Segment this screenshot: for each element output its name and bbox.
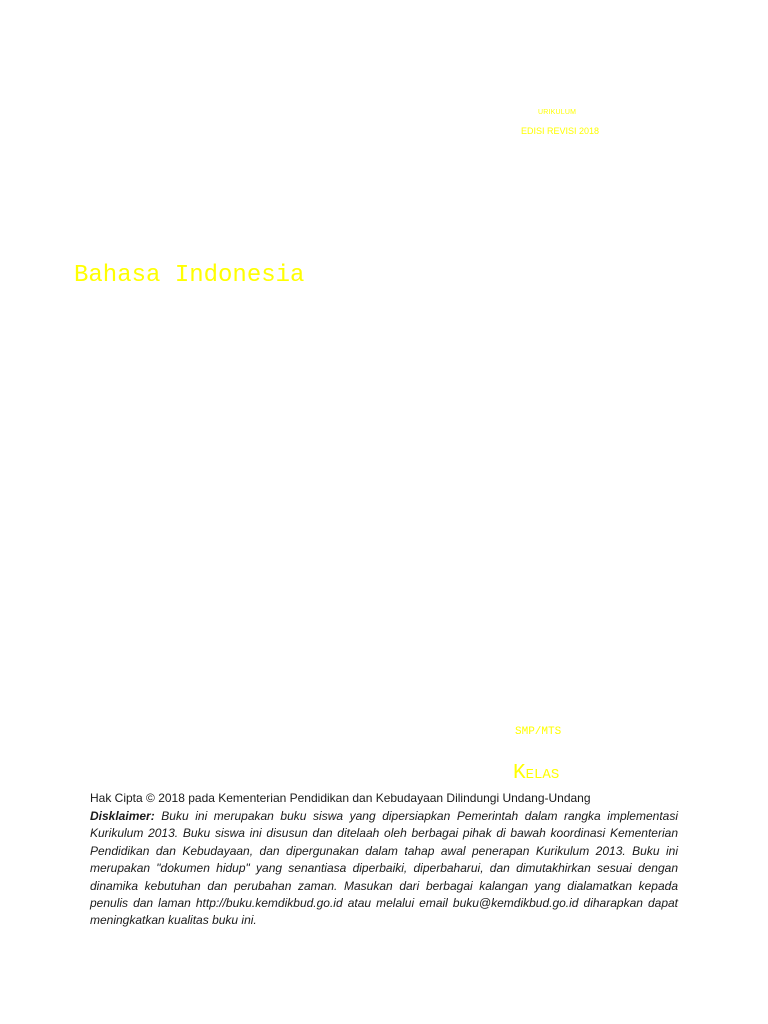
edition-label: EDISI REVISI 2018 [521, 126, 600, 136]
disclaimer-label: Disklaimer: [90, 809, 155, 823]
kurikulum-label: URIKULUM [538, 109, 577, 116]
class-heading-rest: ELAS [525, 767, 560, 783]
class-heading-initial: K [513, 762, 526, 785]
disclaimer-paragraph [90, 808, 678, 930]
book-title: Bahasa Indonesia [74, 262, 305, 289]
class-heading [513, 762, 559, 785]
copyright-line: Hak Cipta © 2018 pada Kementerian Pendidikan dan Kebudayaan Dilindungi Undang-Undang [90, 791, 591, 805]
disclaimer-text: Buku ini merupakan buku siswa yang dipersiapkan Pemerintah dalam rangka implementasi Kurikulum 2013. Buku siswa ini disusun dan ditelaah oleh berbagai pihak di bawah koordinasi Kementerian Pendidikan dan Kebudayaan, dan dipergunakan dalam tahap awal penerapan Kurikulum 2013. Buku ini merupakan "dokumen hidup" yang senantiasa diperbaiki, diperbaharui, dan dimutakhirkan sesuai dengan dinamika kebutuhan dan perubahan zaman. Masukan dari berbagai kalangan yang dialamatkan kepada penulis dan laman http://buku.kemdikbud.go.id atau melalui email buku@kemdikbud.go.id diharapkan dapat meningkatkan kualitas buku ini. [90, 809, 678, 928]
school-level: SMP/MTS [515, 726, 562, 738]
